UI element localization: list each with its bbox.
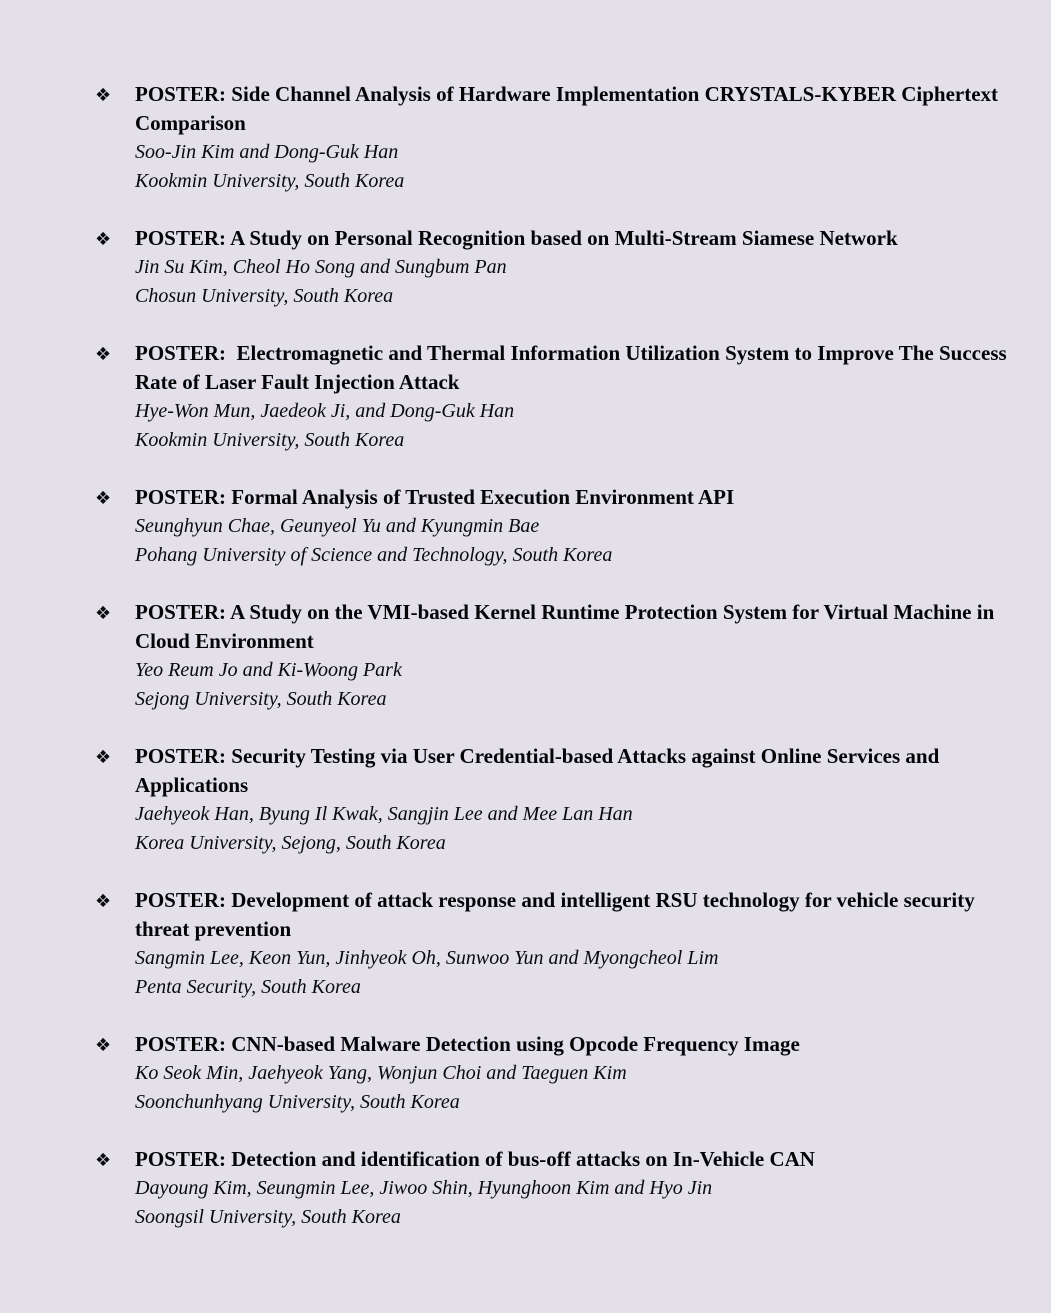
poster-entry-body bbox=[135, 1145, 815, 1232]
poster-list bbox=[95, 80, 1025, 1232]
diamond-bullet-icon: ❖ bbox=[95, 603, 112, 624]
poster-affiliation: Soongsil University, South Korea bbox=[135, 1206, 401, 1228]
diamond-bullet-icon: ❖ bbox=[95, 85, 112, 106]
poster-authors: Hye-Won Mun, Jaedeok Ji, and Dong-Guk Han bbox=[135, 400, 515, 422]
poster-affiliation: Soonchunhyang University, South Korea bbox=[135, 1091, 460, 1113]
poster-entry-body bbox=[135, 224, 898, 311]
poster-authors: Sangmin Lee, Keon Yun, Jinhyeok Oh, Sunwoo Yun and Myongcheol Lim bbox=[135, 947, 719, 969]
poster-entry-body bbox=[135, 742, 1025, 858]
diamond-bullet-icon: ❖ bbox=[95, 1035, 112, 1056]
poster-entry bbox=[95, 224, 1025, 311]
poster-entry bbox=[95, 80, 1025, 196]
poster-authors: Dayoung Kim, Seungmin Lee, Jiwoo Shin, Hyunghoon Kim and Hyo Jin bbox=[135, 1177, 713, 1199]
poster-authors: Yeo Reum Jo and Ki-Woong Park bbox=[135, 659, 402, 681]
poster-entry-body bbox=[135, 483, 734, 570]
poster-entry bbox=[95, 1030, 1025, 1117]
poster-authors: Soo-Jin Kim and Dong-Guk Han bbox=[135, 141, 399, 163]
poster-title: POSTER: A Study on the VMI-based Kernel Runtime Protection System for Virtual Machine in Cloud Environment bbox=[135, 600, 1000, 653]
poster-title: POSTER: Detection and identification of bus-off attacks on In-Vehicle CAN bbox=[135, 1147, 815, 1171]
poster-affiliation: Chosun University, South Korea bbox=[135, 285, 394, 307]
poster-affiliation: Sejong University, South Korea bbox=[135, 688, 387, 710]
diamond-bullet-icon: ❖ bbox=[95, 344, 112, 365]
diamond-bullet-icon: ❖ bbox=[95, 488, 112, 509]
diamond-bullet-icon: ❖ bbox=[95, 229, 112, 250]
poster-affiliation: Kookmin University, South Korea bbox=[135, 170, 405, 192]
poster-authors: Jin Su Kim, Cheol Ho Song and Sungbum Pan bbox=[135, 256, 507, 278]
poster-authors: Jaehyeok Han, Byung Il Kwak, Sangjin Lee and Mee Lan Han bbox=[135, 803, 633, 825]
poster-affiliation: Korea University, Sejong, South Korea bbox=[135, 832, 446, 854]
poster-entry bbox=[95, 1145, 1025, 1232]
poster-entry bbox=[95, 742, 1025, 858]
poster-title: POSTER: Security Testing via User Credential-based Attacks against Online Services and Applications bbox=[135, 744, 944, 797]
poster-entry-body bbox=[135, 598, 1025, 714]
poster-entry bbox=[95, 598, 1025, 714]
poster-title: POSTER: CNN-based Malware Detection using Opcode Frequency Image bbox=[135, 1032, 800, 1056]
poster-authors: Seunghyun Chae, Geunyeol Yu and Kyungmin Bae bbox=[135, 515, 540, 537]
poster-title: POSTER: Development of attack response and intelligent RSU technology for vehicle security threat prevention bbox=[135, 888, 980, 941]
diamond-bullet-icon: ❖ bbox=[95, 747, 112, 768]
poster-affiliation: Kookmin University, South Korea bbox=[135, 429, 405, 451]
poster-title: POSTER: Electromagnetic and Thermal Information Utilization System to Improve The Success Rate of Laser Fault Injection Attack bbox=[135, 341, 1012, 394]
poster-entry bbox=[95, 339, 1025, 455]
poster-authors: Ko Seok Min, Jaehyeok Yang, Wonjun Choi and Taeguen Kim bbox=[135, 1062, 627, 1084]
poster-entry-body bbox=[135, 80, 1025, 196]
poster-title: POSTER: A Study on Personal Recognition based on Multi-Stream Siamese Network bbox=[135, 226, 898, 250]
poster-entry-body bbox=[135, 886, 1025, 1002]
poster-affiliation: Penta Security, South Korea bbox=[135, 976, 361, 998]
poster-entry bbox=[95, 483, 1025, 570]
poster-affiliation: Pohang University of Science and Technology, South Korea bbox=[135, 544, 613, 566]
poster-title: POSTER: Formal Analysis of Trusted Execution Environment API bbox=[135, 485, 735, 509]
poster-title: POSTER: Side Channel Analysis of Hardware Implementation CRYSTALS-KYBER Ciphertext Comparison bbox=[135, 82, 1004, 135]
poster-entry-body bbox=[135, 339, 1025, 455]
poster-entry bbox=[95, 886, 1025, 1002]
diamond-bullet-icon: ❖ bbox=[95, 891, 112, 912]
poster-entry-body bbox=[135, 1030, 800, 1117]
diamond-bullet-icon: ❖ bbox=[95, 1150, 112, 1171]
